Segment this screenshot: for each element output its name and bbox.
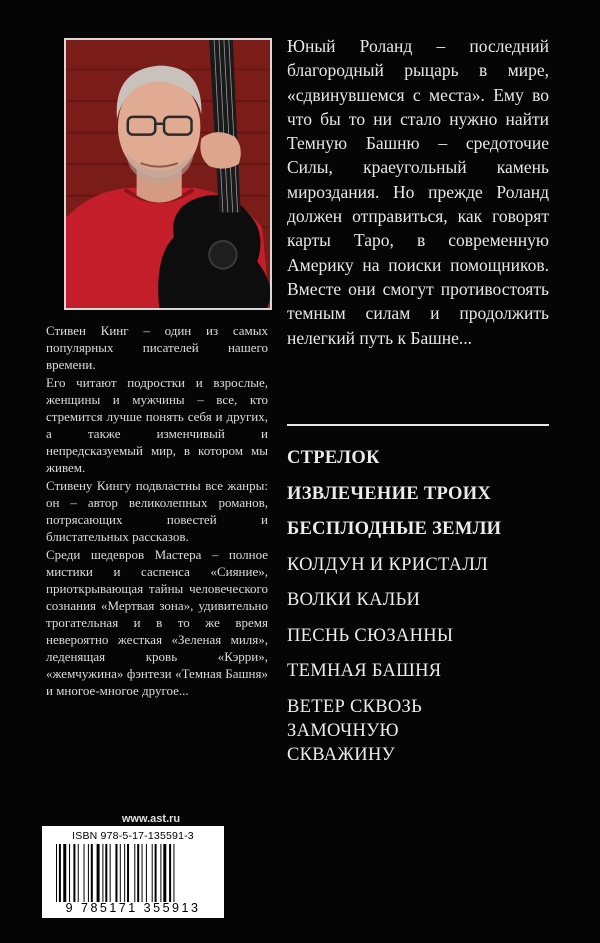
barcode-bar: [124, 844, 125, 902]
barcode-bar: [173, 844, 174, 902]
barcode-bar: [115, 844, 117, 902]
barcode-bar: [134, 844, 135, 902]
barcode-bar: [120, 844, 121, 902]
barcode-digits: 9 785171 355913: [65, 901, 201, 915]
isbn-label: ISBN 978-5-17-135591-3: [72, 830, 194, 842]
divider: [287, 424, 549, 426]
barcode-bar: [146, 844, 147, 902]
barcode-bar: [84, 844, 85, 902]
book-blurb: Юный Роланд – последний благородный рыцарь в мире, «сдвинувшемся с места». Ему во что бы то ни стало нужно найти Темную Башню – средоточие Силы, краеугольный камень мироздания. Но прежде Роланд должен отправиться, как говорят карты Таро, в современную Америку на поиски помощников. Вместе они смогут противостоять темным силам и продолжить нелегкий путь к Башне...: [287, 36, 549, 348]
barcode-bar: [63, 844, 66, 902]
barcode-bar: [110, 844, 111, 902]
barcode-bar: [142, 844, 143, 902]
series-item: БЕСПЛОДНЫЕ ЗЕМЛИ: [287, 519, 502, 539]
barcode-bar: [137, 844, 139, 902]
barcode-bar: [73, 844, 75, 902]
barcode-bar: [105, 844, 107, 902]
barcode-bar: [97, 844, 100, 902]
barcode-bar: [160, 844, 161, 902]
barcode-bar: [78, 844, 79, 902]
series-item: СТРЕЛОК: [287, 448, 380, 468]
barcode-bar: [88, 844, 89, 902]
series-item: КОЛДУН И КРИСТАЛЛ: [287, 554, 489, 575]
barcode-bar: [155, 844, 157, 902]
series-item: ТЕМНАЯ БАШНЯ: [287, 661, 442, 681]
barcode-bar: [91, 844, 93, 902]
series-item: ПЕСНЬ СЮЗАННЫ: [287, 625, 454, 646]
bio-paragraph: Стивен Кинг – один из самых популярных писателей нашего времени.: [46, 323, 268, 372]
barcode-bar: [102, 844, 103, 902]
author-photo: [64, 38, 272, 310]
bio-paragraph: Стивену Кингу подвластны все жанры: он – автор великолепных романов, потрясающих повестей и блистательных рассказов.: [46, 478, 268, 544]
barcode-bar: [56, 844, 57, 902]
barcode-bars: [54, 844, 216, 902]
barcode-bar: [59, 844, 61, 902]
author-portrait-image: [66, 40, 270, 308]
barcode-bar: [169, 844, 171, 902]
bio-paragraph: Его читают подростки и взрослые, женщины и мужчины – все, кто стремится лучше понять себя и других, а также изменчивый и непредсказуемый мир, в котором мы живем.: [46, 375, 268, 475]
barcode-bar: [127, 844, 129, 902]
author-bio: [46, 322, 268, 700]
publisher-website: www.ast.ru: [121, 813, 181, 825]
isbn-barcode: [42, 826, 224, 918]
series-list: [287, 446, 577, 778]
bio-paragraph: Среди шедевров Мастера – полное мистики и саспенса «Сияние», приоткрывающая тайны человеческого сознания «Мертвая зона», удивительно трогательная и в то же время невероятно жесткая «Зеленая миля», леденящая кровь «Кэрри», «жемчужина» фэнтези «Темная Башня» и многое-многое другое...: [46, 547, 268, 698]
barcode-bar: [163, 844, 166, 902]
series-item: ВЕТЕР СКВОЗЬ ЗАМОЧНУЮ СКВАЖИНУ: [287, 696, 423, 765]
barcode-bar: [69, 844, 70, 902]
series-item: ВОЛКИ КАЛЬИ: [287, 590, 421, 610]
barcode-bar: [152, 844, 153, 902]
series-item: ИЗВЛЕЧЕНИЕ ТРОИХ: [287, 483, 492, 504]
